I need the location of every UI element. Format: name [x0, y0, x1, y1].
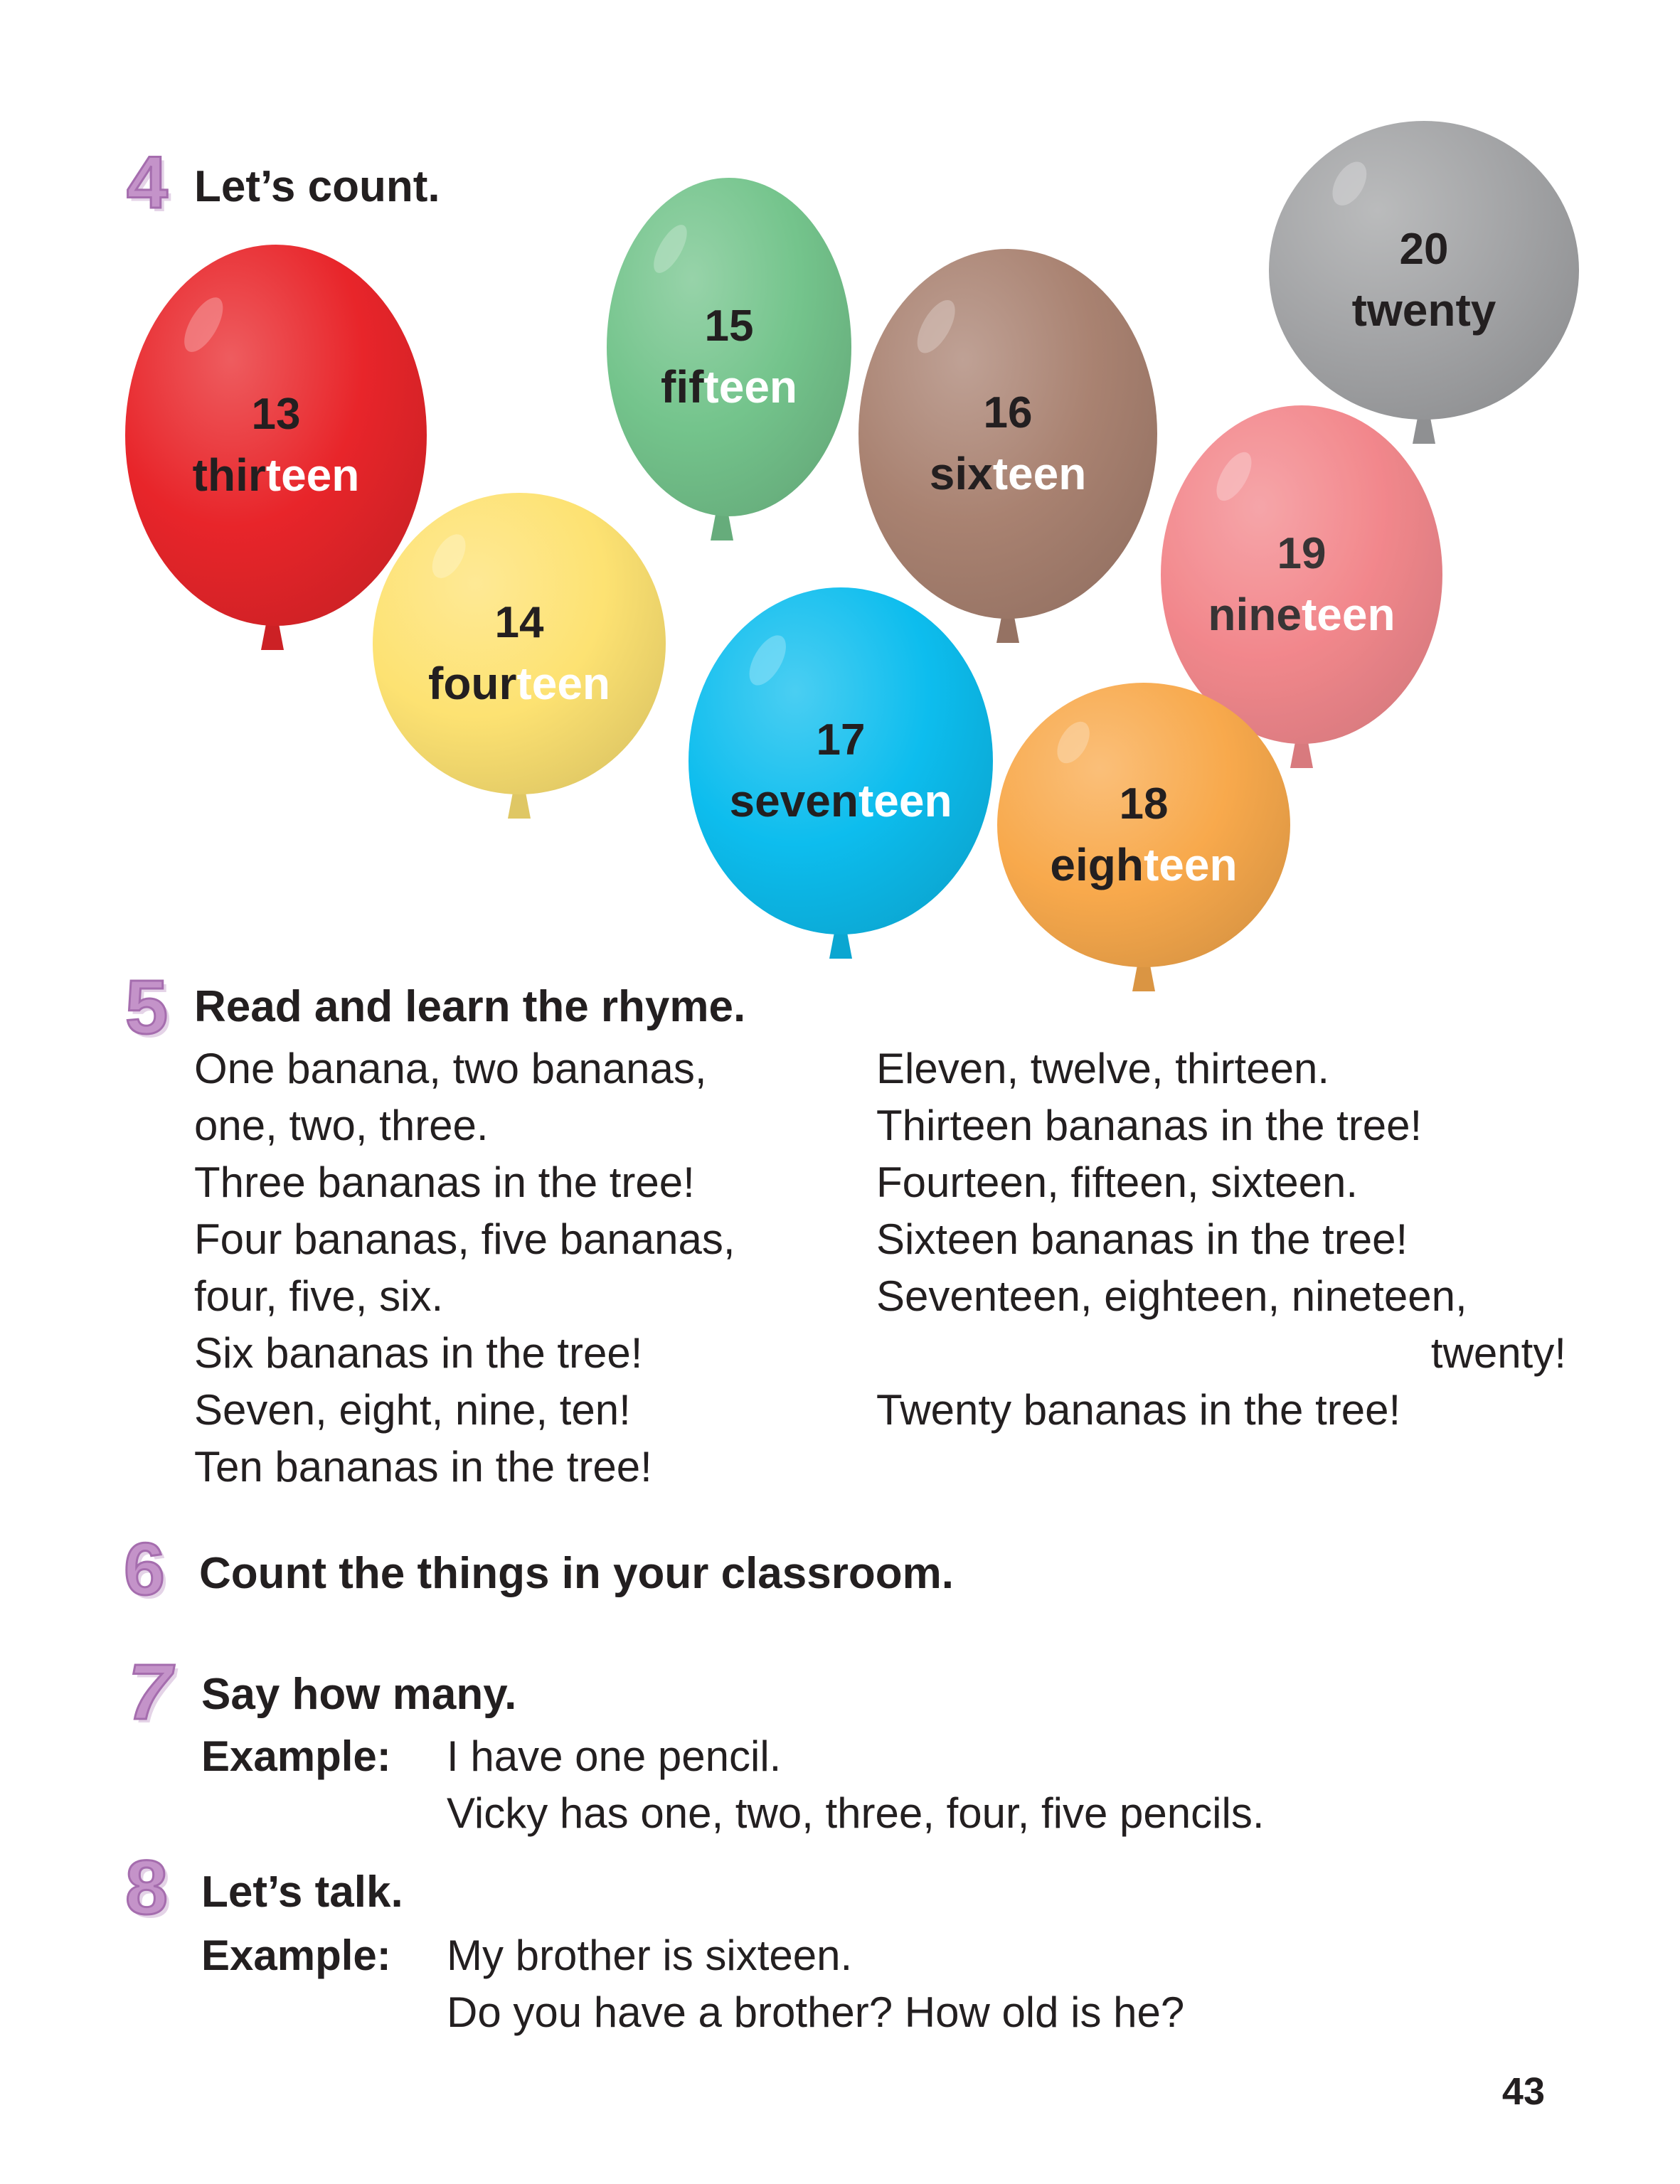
- balloon-number: 19: [1277, 529, 1327, 578]
- rhyme-line: Sixteen bananas in the tree!: [876, 1215, 1408, 1263]
- example-label: Example:: [201, 1932, 391, 1979]
- word-stem: four: [428, 658, 517, 709]
- balloon-word: [1161, 589, 1442, 640]
- balloon-word: [689, 775, 993, 826]
- balloon-label: [689, 715, 993, 826]
- balloon-number: 16: [983, 388, 1033, 437]
- word-stem: thir: [192, 449, 266, 501]
- balloon-word: [858, 448, 1157, 499]
- balloon-label: [858, 388, 1157, 499]
- balloon-number: 18: [1119, 779, 1169, 829]
- example-7: [201, 1728, 1482, 1842]
- rhyme-line: four, five, six.: [194, 1272, 444, 1320]
- balloon-label: [997, 779, 1290, 890]
- word-suffix: teen: [992, 448, 1087, 499]
- word-stem: eigh: [1050, 839, 1144, 890]
- rhyme-line: Three bananas in the tree!: [194, 1158, 695, 1206]
- rhyme-left-column: [194, 1040, 735, 1496]
- word-suffix: teen: [1143, 839, 1238, 890]
- example-8: [201, 1927, 1482, 2041]
- balloon-number: 13: [251, 390, 301, 439]
- balloon-20: [1269, 121, 1579, 448]
- rhyme-right-column: [876, 1040, 1566, 1439]
- example-line: Do you have a brother? How old is he?: [447, 1988, 1185, 2036]
- rhyme-line: Fourteen, fifteen, sixteen.: [876, 1158, 1359, 1206]
- balloon-label: [125, 390, 427, 501]
- balloon-number: 17: [816, 715, 866, 765]
- balloon-word: [125, 449, 427, 501]
- balloon-label: [1161, 529, 1442, 640]
- word-suffix: teen: [265, 449, 360, 501]
- balloon-number: 14: [494, 598, 544, 647]
- word-stem: nine: [1208, 589, 1302, 640]
- balloon-word: [997, 839, 1290, 890]
- section-number-7: 7: [128, 1648, 172, 1736]
- balloon-label: [607, 304, 851, 410]
- balloon-17: [689, 587, 993, 963]
- example-label: Example:: [201, 1732, 391, 1780]
- balloon-14: [373, 493, 666, 823]
- section-number-8: 8: [125, 1844, 169, 1930]
- word-suffix: teen: [516, 658, 610, 709]
- section-title-4: Let’s count.: [194, 162, 440, 211]
- rhyme-line: One banana, two bananas,: [194, 1045, 707, 1092]
- rhyme-line: Seventeen, eighteen, nineteen,: [876, 1272, 1467, 1320]
- section-title-5: Read and learn the rhyme.: [194, 982, 746, 1031]
- rhyme-line: Seven, eight, nine, ten!: [194, 1386, 631, 1434]
- balloon-label: [373, 598, 666, 709]
- page-number: 43: [1501, 2070, 1545, 2113]
- balloon-word: [607, 361, 851, 412]
- balloon-18: [997, 683, 1290, 996]
- balloon-word: [1269, 284, 1579, 336]
- rhyme-line: twenty!: [1430, 1329, 1566, 1377]
- rhyme-line: Four bananas, five bananas,: [194, 1215, 735, 1263]
- word-stem: fif: [661, 361, 704, 412]
- word-stem: seven: [729, 775, 858, 826]
- word-suffix: teen: [858, 775, 952, 826]
- example-line: Vicky has one, two, three, four, five pencils.: [447, 1789, 1265, 1837]
- rhyme-line: one, two, three.: [194, 1102, 489, 1149]
- rhyme-line: Twenty bananas in the tree!: [876, 1386, 1401, 1434]
- word-stem: six: [929, 448, 993, 499]
- example-line: I have one pencil.: [447, 1732, 782, 1780]
- rhyme-line: Thirteen bananas in the tree!: [876, 1102, 1423, 1149]
- balloon-number: 15: [704, 302, 754, 351]
- word-stem: twenty: [1351, 284, 1496, 336]
- rhyme-line: Ten bananas in the tree!: [194, 1443, 652, 1491]
- word-suffix: teen: [1301, 589, 1395, 640]
- rhyme-line: Eleven, twelve, thirteen.: [876, 1045, 1330, 1092]
- section-number-6: 6: [124, 1528, 165, 1611]
- section-number-4: 4: [127, 142, 168, 224]
- balloon-number: 20: [1399, 225, 1449, 274]
- balloon-15: [607, 178, 851, 545]
- section-title-6: Count the things in your classroom.: [199, 1549, 954, 1598]
- balloon-word: [373, 658, 666, 709]
- section-number-5: 5: [125, 964, 169, 1050]
- example-line: My brother is sixteen.: [447, 1932, 853, 1979]
- section-title-7: Say how many.: [201, 1670, 517, 1719]
- balloon-label: [1269, 225, 1579, 336]
- section-title-8: Let’s talk.: [201, 1868, 403, 1917]
- rhyme-line: Six bananas in the tree!: [194, 1329, 643, 1377]
- word-suffix: teen: [703, 361, 797, 412]
